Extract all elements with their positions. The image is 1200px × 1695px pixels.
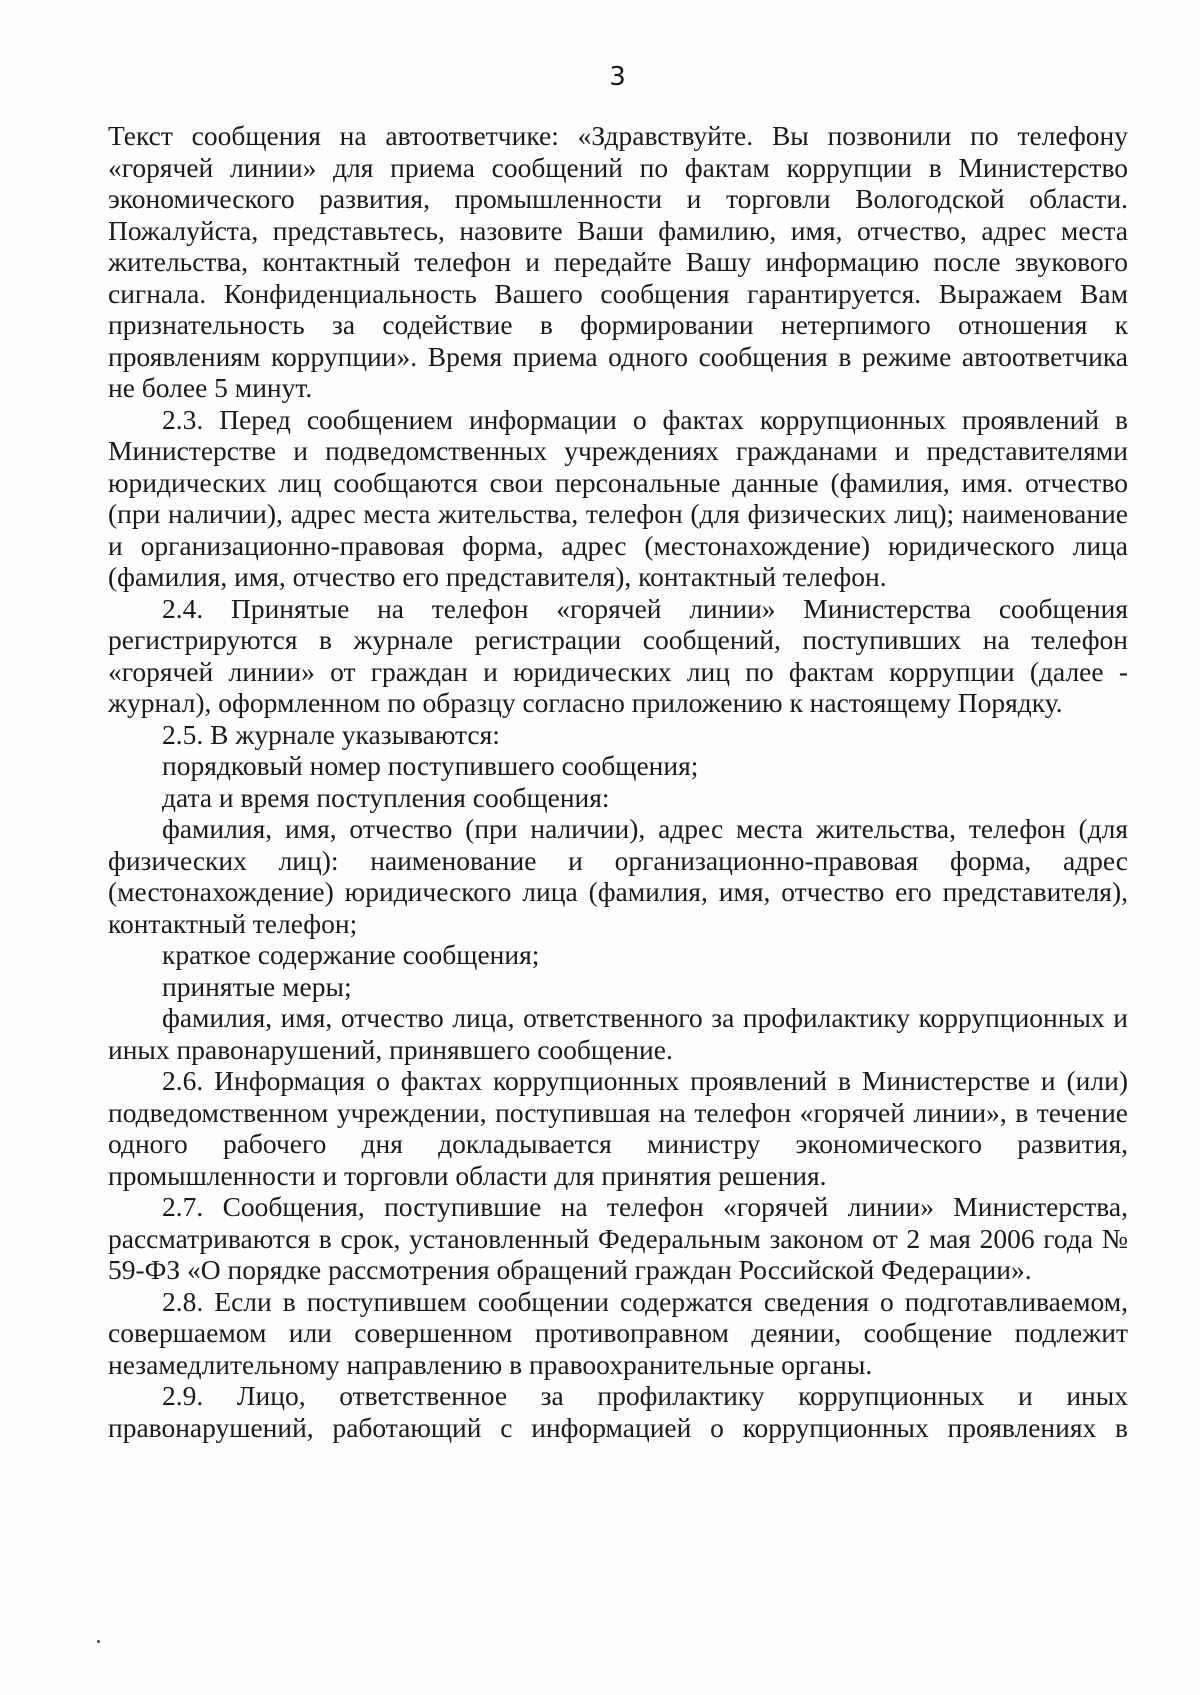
list-item-date-time: дата и время поступления сообщения:: [162, 781, 610, 813]
paragraph-2-3: 2.3. Перед сообщением информации о фактах коррупционных проявлений в Министерстве и подведомственных учреждениях гражданами и представителями юридических лиц сообщаются свои персональные данные (фамилия, имя. отчество (при наличии), адрес места жительства, телефон (для физических лиц); наименование и организационно-правовая форма, адрес (местонахождение) юридического лица (фамилия, имя, отчество его представителя), контактный телефон.: [108, 403, 1128, 592]
paragraph-2-6: 2.6. Информация о фактах коррупционных проявлений в Министерстве и (или) подведомственном учреждении, поступившая на телефон «горячей линии», в течение одного рабочего дня докладывается министру экономического развития, промышленности и торговли области для принятия решения.: [108, 1065, 1128, 1191]
paragraph-autoresponder-text: Текст сообщения на автоответчике: «Здравствуйте. Вы позвонили по телефону «горячей линии» для приема сообщений по фактам коррупции в Министерство экономического развития, промышленности и торговли Вологодской области. Пожалуйста, представьтесь, назовите Ваши фамилию, имя, отчество, адрес места жительства, контактный телефон и передайте Вашу информацию после звукового сигнала. Конфиденциальность Вашего сообщения гарантируется. Выражаем Вам признательность за содействие в формировании нетерпимого отношения к проявлениям коррупции». Время приема одного сообщения в режиме автоответчика не более 5 минут.: [108, 120, 1128, 403]
paragraph-2-4: 2.4. Принятые на телефон «горячей линии» Министерства сообщения регистрируются в журнале регистрации сообщений, поступивших на телефон «горячей линии» от граждан и юридических лиц по фактам коррупции (далее - журнал), оформленном по образцу согласно приложению к настоящему Порядку.: [108, 592, 1128, 718]
page-number: 3: [609, 62, 626, 92]
paragraph-2-7: 2.7. Сообщения, поступившие на телефон «горячей линии» Министерства, рассматриваются в срок, установленный Федеральным законом от 2 мая 2006 года № 59-ФЗ «О порядке рассмотрения обращений граждан Российской Федерации».: [108, 1191, 1128, 1285]
paragraph-2-5: 2.5. В журнале указываются:: [162, 718, 500, 750]
list-item-summary: краткое содержание сообщения;: [162, 939, 540, 970]
paragraph-2-8: 2.8. Если в поступившем сообщении содержатся сведения о подготавливаемом, совершаемом или совершенном противоправном деянии, сообщение подлежит незамедлительному направлению в правоохранительные органы.: [108, 1285, 1128, 1380]
list-item-measures: принятые меры;: [162, 970, 352, 1002]
list-item-serial-number: порядковый номер поступившего сообщения;: [162, 750, 699, 781]
scan-artifact: [97, 1640, 100, 1643]
paragraph-2-9: 2.9. Лицо, ответственное за профилактику коррупционных и иных правонарушений, работающий с информацией о коррупционных проявлениях в: [108, 1380, 1128, 1443]
list-item-responsible-person: фамилия, имя, отчество лица, ответственного за профилактику коррупционных и иных правонарушений, принявшего сообщение.: [108, 1002, 1128, 1065]
document-body: [108, 120, 1128, 1443]
list-item-personal-data: фамилия, имя, отчество (при наличии), адрес места жительства, телефон (для физических лиц): наименование и организационно-правовая форма, адрес (местонахождение) юридического лица (фамилия, имя, отчество его представителя), контактный телефон;: [108, 813, 1128, 939]
